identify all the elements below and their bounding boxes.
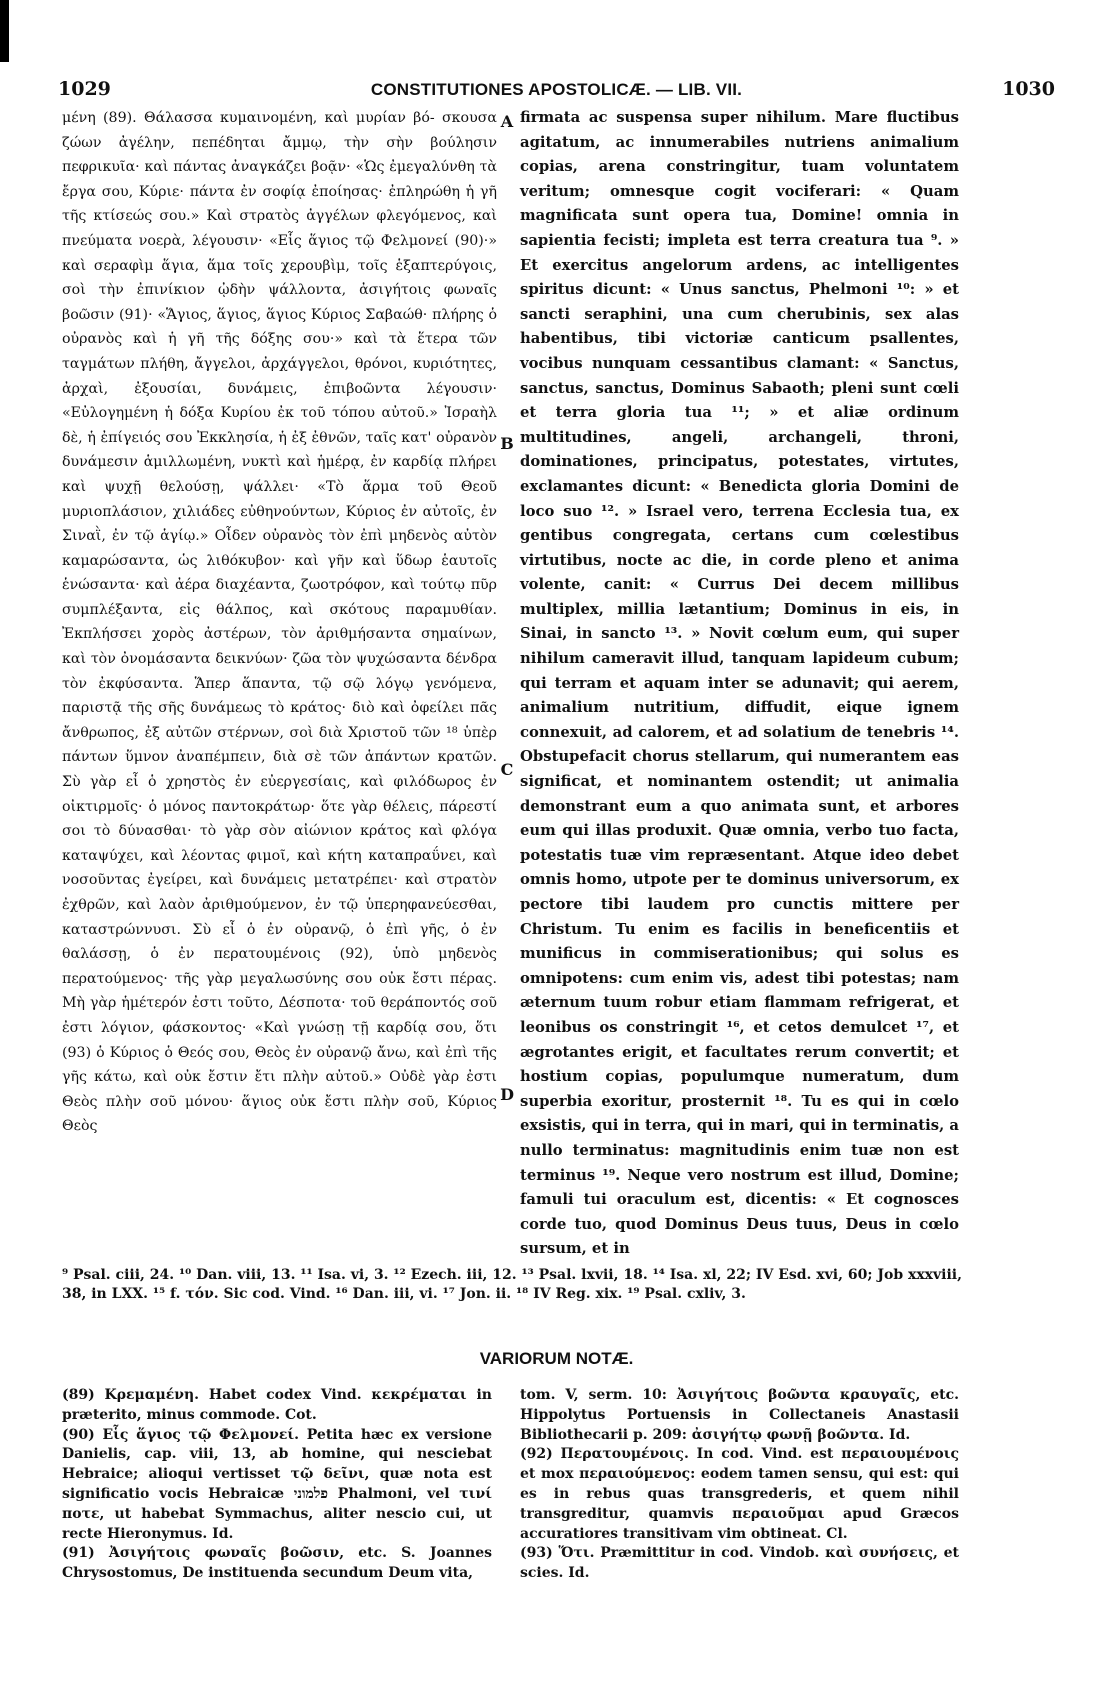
left-page-number: 1029 (58, 78, 111, 100)
running-header (58, 78, 1055, 108)
notes-right-column (520, 1386, 959, 1584)
page-edge-mark (0, 0, 9, 62)
note-93: (93) Ὅτι. Præmittitur in cod. Vindob. καὶ συνήσεις, et scies. Id. (520, 1545, 959, 1582)
margin-letter-b: B (500, 434, 514, 453)
note-92: (92) Περατουμένοις. In cod. Vind. est περαιουμένοις et mox περαιούμενος: eodem tamen sensu, qui est: qui es in rebus quas transgrederis, et quem nihil transgreditur, quamvis περαιοῦμαι apud Græcos accuratiores transitivam vim obtineat. Cl. (520, 1446, 959, 1542)
running-title: CONSTITUTIONES APOSTOLICÆ. — LIB. VII. (370, 80, 743, 99)
note-91: (91) Ἀσιγήτοις φωναῖς βοῶσιν, etc. S. Joannes Chrysostomus, De instituenda secundum Deum vita, (62, 1545, 492, 1582)
notes-title: VARIORUM NOTÆ. (479, 1349, 634, 1368)
scripture-citations: ⁹ Psal. ciii, 24. ¹⁰ Dan. viii, 13. ¹¹ Isa. vi, 3. ¹² Ezech. iii, 12. ¹³ Psal. lxvii, 18. ¹⁴ Isa. xl, 22; IV Esd. xvi, 60; Job xxxviii, 38, in LXX. ¹⁵ f. τόν. Sic cod. Vind. ¹⁶ Dan. iii, vi. ¹⁷ Jon. ii. ¹⁸ IV Reg. xix. ¹⁹ Psal. cxliv, 3. (62, 1267, 962, 1302)
latin-text-column: firmata ac suspensa super nihilum. Mare fluctibus agitatum, ac innumerabiles nutriens animalium copias, arena constringitur, tuam voluntatem veritum; omnesque cogit vociferari: « Quam magnificata sunt opera tua, Domine! omnia in sapientia fecisti; impleta est terra creatura tua ⁹. » Et exercitus angelorum ardens, ac intelligentes spiritus dicunt: « Unus sanctus, Phelmoni ¹⁰: » et sancti seraphini, una cum cherubinis, sex alas habentibus, tibi victoriæ canticum psallentes, vocibus nunquam cessantibus clamant: « Sanctus, sanctus, sanctus, Dominus Sabaoth; pleni sunt cœli et terra gloria tua ¹¹; » et aliæ ordinum multitudines, angeli, archangeli, throni, dominationes, principatus, potestates, virtutes, exclamantes dicunt: « Benedicta gloria Domini de loco suo ¹². » Israel vero, terrena Ecclesia tua, ex gentibus congregata, certans cum cœlestibus virtutibus, nocte ac die, in corde pleno et anima volente, canit: « Currus Dei decem millibus multiplex, millia lætantium; Dominus in eis, in Sinai, in sancto ¹³. » Novit cœlum eum, qui super nihilum cameravit illud, tanquam lapideum cubum; qui terram et aquam inter se adunavit; qui aerem, animalium nutritium, diffudit, eique ignem connexuit, ad calorem, et ad solatium de tenebris ¹⁴. Obstupefacit chorus stellarum, qui numerantem eas significat, et nominantem ostendit; ut animalia demonstrant eum a quo animata sunt, et arbores eum qui illas produxit. Quæ omnia, verbo tuo facta, potestatis tuæ vim repræsentant. Atque ideo debet omnis homo, utpote per te dominus universorum, ex pectore tibi laudem pro cunctis mittere per Christum. Tu enim es facilis in beneficentiis et munificus in commiserationibus; qui solus es omnipotens: cum enim vis, adest tibi potestas; nam æternum tuum robur etiam flammam refrigerat, et leonibus os constringit ¹⁶, et cetos demulcet ¹⁷, et ægrotantes erigit, et facultates rerum convertit; et hostium copias, populumque numeratum, dum superbia exoritur, prosternit ¹⁸. Tu es qui in cœlo exsistis, qui in terra, qui in mari, qui in terminatis, a nullo terminatus: magnitudinis enim tuæ non est terminus ¹⁹. Neque vero nostrum est illud, Domine; famuli tui oraculum est, dicentis: « Et cognosces corde tuo, quod Dominus Deus tuus, Deus in cœlo sursum, et in (520, 109, 959, 1258)
note-91-continued: tom. V, serm. 10: Ἀσιγήτοις βοῶντα κραυγαῖς, etc. Hippolytus Portuensis in Collectaneis Anastasii Bibliothecarii p. 209: ἀσιγήτῳ φωνῇ βοῶντα. Id. (520, 1387, 959, 1443)
margin-letter-c: C (500, 760, 514, 779)
notes-left-column (62, 1386, 492, 1584)
note-90: (90) Εἷς ἅγιος τῷ Φελμονεί. Petita hæc ex versione Danielis, cap. viii, 13, ab homine, qui nesciebat Hebraice; alioqui vertisset τῷ δεῖνι, quæ nota est significatio vocis Hebraicæ פלמוני Phalmoni, vel τινί ποτε, ut habebat Symmachus, aliter nescio cui, ut recte Hieronymus. Id. (62, 1426, 492, 1542)
right-page-number: 1030 (1002, 78, 1055, 100)
margin-letter-d: D (500, 1085, 514, 1104)
margin-letter-a: A (500, 112, 514, 131)
note-89: (89) Κρεμαμένη. Habet codex Vind. κεκρέμαται in præterito, minus commode. Cot. (62, 1387, 492, 1423)
greek-text-column: μένη (89). Θάλασσα κυμαινομένη, καὶ μυρίαν βό- σκουσα ζώων ἀγέλην, πεπέδηται ἄμμῳ, τὴν σὴν βούλησιν πεφρικυῖα· καὶ πάντας ἀναγκάζει βοᾷν· «Ὡς ἐμεγαλύνθη τὰ ἔργα σου, Κύριε· πάντα ἐν σοφίᾳ ἐποίησας· ἐπληρώθη ἡ γῆ τῆς κτίσεώς σου.» Καὶ στρατὸς ἀγγέλων φλεγόμενος, καὶ πνεύματα νοερὰ, λέγουσιν· «Εἷς ἅγιος τῷ Φελμονεί (90)·» καὶ σεραφὶμ ἅγια, ἅμα τοῖς χερουβὶμ, τοῖς ἑξαπτερύγοις, σοὶ τὴν ἐπινίκιον ᾠδὴν ψάλλοντα, ἀσιγήτοις φωναῖς βοῶσιν (91)· «Ἅγιος, ἅγιος, ἅγιος Κύριος Σαβαώθ· πλήρης ὁ οὐρανὸς καὶ ἡ γῆ τῆς δόξης σου·» καὶ τὰ ἕτερα τῶν ταγμάτων πλήθη, ἄγγελοι, ἀρχάγγελοι, θρόνοι, κυριότητες, ἀρχαὶ, ἐξουσίαι, δυνάμεις, ἐπιβοῶντα λέγουσιν· «Εὐλογημένη ἡ δόξα Κυρίου ἐκ τοῦ τόπου αὐτοῦ.» Ἰσραὴλ δὲ, ἡ ἐπίγειός σου Ἐκκλησία, ἡ ἐξ ἐθνῶν, ταῖς κατ' οὐρανὸν δυνάμεσιν ἁμιλλωμένη, νυκτὶ καὶ ἡμέρᾳ, ἐν καρδίᾳ πλήρει καὶ ψυχῇ θελούσῃ, ψάλλει· «Τὸ ἅρμα τοῦ Θεοῦ μυριοπλάσιον, χιλιάδες εὐθηνούντων, Κύριος ἐν αὐτοῖς, ἐν Σιναῒ, ἐν τῷ ἁγίῳ.» Οἶδεν οὐρανὸς τὸν ἐπὶ μηδενὸς αὐτὸν καμαρώσαντα, ὡς λιθόκυβον· καὶ γῆν καὶ ὕδωρ ἑαυτοῖς ἑνώσαντα· καὶ ἀέρα διαχέαντα, ζωοτρόφον, καὶ τούτῳ πῦρ συμπλέξαντα, εἰς θάλπος, καὶ σκότους παραμυθίαν. Ἐκπλήσσει χορὸς ἀστέρων, τὸν ἀριθμήσαντα σημαίνων, καὶ τὸν ὀνομάσαντα δεικνύων· ζῶα τὸν ψυχώσαντα δένδρα τὸν ἐκφύσαντα. Ἅπερ ἅπαντα, τῷ σῷ λόγῳ γενόμενα, παριστᾷ τῆς σῆς δυνάμεως τὸ κράτος· διὸ καὶ ὀφείλει πᾶς ἄνθρωπος, ἐξ αὐτῶν στέρνων, σοὶ διὰ Χριστοῦ τῶν ¹⁸ ὑπὲρ πάντων ὕμνον ἀναπέμπειν, διὰ σὲ τῶν ἁπάντων κρατῶν. Σὺ γὰρ εἶ ὁ χρηστὸς ἐν εὐεργεσίαις, καὶ φιλόδωρος ἐν οἰκτιρμοῖς· ὁ μόνος παντοκράτωρ· ὅτε γὰρ θέλεις, πάρεστί σοι τὸ δύνασθαι· τὸ γὰρ σὸν αἰώνιον κράτος καὶ φλόγα καταψύχει, καὶ λέοντας φιμοῖ, καὶ κήτη καταπραΰνει, καὶ νοσοῦντας ἐγείρει, καὶ δυνάμεις μετατρέπει· καὶ στρατὸν ἐχθρῶν, καὶ λαὸν ἀριθμούμενον, ἐν τῷ ὑπερηφανεύεσθαι, καταστρώννυσι. Σὺ εἶ ὁ ἐν οὐρανῷ, ὁ ἐπὶ γῆς, ὁ ἐν θαλάσσῃ, ὁ ἐν περατουμένοις (92), ὑπὸ μηδενὸς περατούμενος· τῆς γὰρ μεγαλωσύνης σου οὐκ ἔστι πέρας. Μὴ γὰρ ἡμέτερόν ἐστι τοῦτο, Δέσποτα· τοῦ θεράποντός σοῦ ἐστι λόγιον, φάσκοντος· «Καὶ γνώσῃ τῇ καρδίᾳ σου, ὅτι (93) ὁ Κύριος ὁ Θεός σου, Θεὸς ἐν οὐρανῷ ἄνω, καὶ ἐπὶ τῆς γῆς κάτω, καὶ οὐκ ἔστιν ἔτι πλὴν αὐτοῦ.» Οὐδὲ γὰρ ἐστι Θεὸς πλὴν σοῦ μόνου· ἅγιος οὐκ ἔστι πλὴν σοῦ, Κύριος Θεὸς (62, 110, 497, 1135)
